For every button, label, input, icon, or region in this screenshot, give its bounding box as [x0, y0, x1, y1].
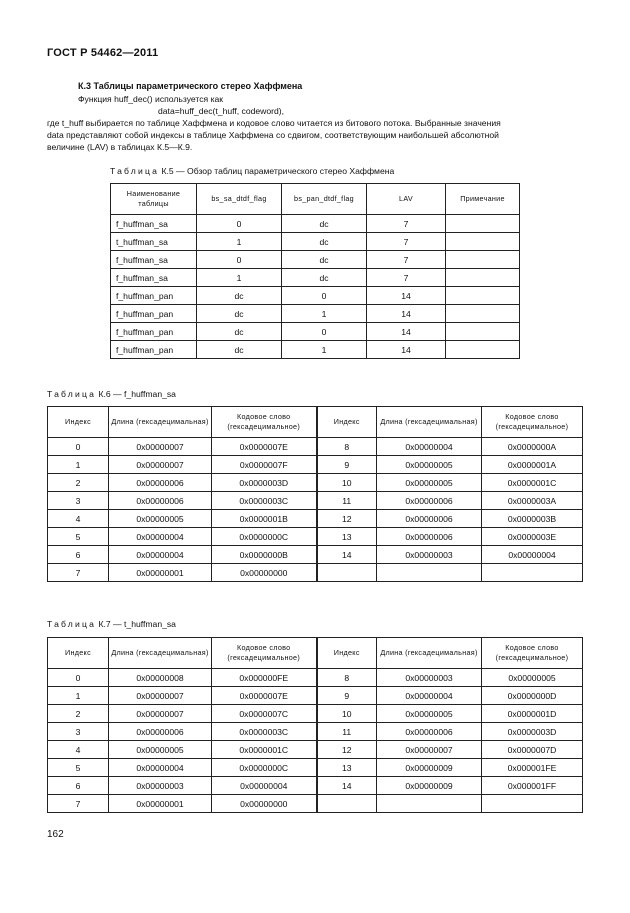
table-cell: 12: [317, 510, 377, 528]
table-cell: 0x00000006: [377, 510, 482, 528]
table-cell: 1: [48, 456, 109, 474]
table-cell: 14: [367, 305, 446, 323]
table-cell: 0x000001FF: [482, 777, 583, 795]
table-cell: dc: [197, 323, 282, 341]
table-cell: dc: [282, 251, 367, 269]
table-row: [111, 287, 520, 305]
table7-caption-word: Таблица: [47, 619, 97, 629]
table-cell: 0x0000000A: [482, 438, 583, 456]
table-cell: 0: [197, 215, 282, 233]
table-cell: 0: [48, 438, 109, 456]
table-cell: 0x0000003C: [212, 723, 317, 741]
header-cell: Индекс: [48, 407, 109, 438]
table-header-row: [111, 184, 520, 215]
table-row: [48, 741, 583, 759]
header-cell: Длина (гексадецимальная): [377, 638, 482, 669]
table-row: [48, 723, 583, 741]
table-cell: 0x0000001A: [482, 456, 583, 474]
table-cell: 0x00000005: [109, 510, 212, 528]
table-cell: 9: [317, 456, 377, 474]
table-cell: 0: [282, 323, 367, 341]
table6-caption: [47, 389, 176, 399]
table7-caption: [47, 619, 176, 629]
table-cell: 14: [367, 287, 446, 305]
table-cell: 0x0000000C: [212, 528, 317, 546]
function-intro: Функция huff_dec() используется как: [78, 94, 224, 104]
para-line-3: величине (LAV) в таблицах К.5—К.9.: [47, 142, 193, 152]
table-row: [48, 564, 583, 582]
table-cell: 0x00000004: [377, 438, 482, 456]
table-cell: 9: [317, 687, 377, 705]
header-cell: Длина (гексадецимальная): [109, 407, 212, 438]
function-formula: data=huff_dec(t_huff, codeword),: [158, 106, 285, 116]
table-row: [48, 795, 583, 813]
table-cell: 0x0000003A: [482, 492, 583, 510]
table-cell: 0x0000007D: [482, 741, 583, 759]
table-row: [111, 323, 520, 341]
header-cell: Кодовое слово (гексадецимальное): [212, 638, 317, 669]
header-cell: Индекс: [48, 638, 109, 669]
table-cell: 0x0000000C: [212, 759, 317, 777]
section-title: К.3 Таблицы параметрического стерео Хаффмена: [78, 81, 303, 91]
header-cell: Наименование таблицы: [111, 184, 197, 215]
table-cell: 0x00000004: [109, 546, 212, 564]
table-cell: [482, 795, 583, 813]
table-cell: 0x0000007F: [212, 456, 317, 474]
table-cell: f_huffman_pan: [111, 287, 197, 305]
table-cell: [377, 795, 482, 813]
table-cell: 0: [48, 669, 109, 687]
table-cell: 7: [367, 251, 446, 269]
table-cell: 0x00000004: [109, 759, 212, 777]
table-cell: 0x00000001: [109, 795, 212, 813]
table-cell: 0x000001FE: [482, 759, 583, 777]
table-cell: 11: [317, 723, 377, 741]
table-cell: 0x0000003E: [482, 528, 583, 546]
table-cell: 0x00000000: [212, 795, 317, 813]
table-cell: 14: [367, 323, 446, 341]
table-cell: f_huffman_sa: [111, 215, 197, 233]
table-cell: 14: [317, 546, 377, 564]
table-k6: [47, 406, 583, 582]
table7-caption-text: К.7 — t_huffman_sa: [98, 619, 176, 629]
table-row: [48, 510, 583, 528]
table-cell: [446, 251, 520, 269]
table-cell: 2: [48, 705, 109, 723]
table-cell: [482, 564, 583, 582]
table-header-row: [48, 638, 583, 669]
table-cell: 0x00000004: [109, 528, 212, 546]
header-cell: Длина (гексадецимальная): [377, 407, 482, 438]
table-cell: 10: [317, 474, 377, 492]
table-cell: 0x00000006: [377, 492, 482, 510]
table-cell: 0x0000001D: [482, 705, 583, 723]
table-cell: 13: [317, 528, 377, 546]
table-cell: 0x00000005: [109, 741, 212, 759]
table5-caption: [110, 166, 394, 176]
table-cell: 0x00000004: [482, 546, 583, 564]
table-cell: 4: [48, 741, 109, 759]
table-cell: f_huffman_pan: [111, 323, 197, 341]
table-cell: 0x0000003D: [482, 723, 583, 741]
table-row: [48, 759, 583, 777]
table-cell: 3: [48, 492, 109, 510]
document-header: ГОСТ Р 54462—2011: [47, 47, 159, 59]
table-cell: 1: [48, 687, 109, 705]
table-cell: 0x000000FE: [212, 669, 317, 687]
table-row: [111, 269, 520, 287]
table5-caption-word: Таблица: [110, 166, 160, 176]
table-cell: [446, 287, 520, 305]
table-row: [111, 233, 520, 251]
table-row: [48, 546, 583, 564]
header-cell: bs_sa_dtdf_flag: [197, 184, 282, 215]
table-cell: 0x00000006: [377, 528, 482, 546]
header-cell: Кодовое слово (гексадецимальное): [212, 407, 317, 438]
table-row: [48, 528, 583, 546]
table-cell: 0x0000007E: [212, 438, 317, 456]
table-cell: 0: [282, 287, 367, 305]
table-cell: 6: [48, 777, 109, 795]
table-cell: 0x0000001B: [212, 510, 317, 528]
table-cell: 1: [282, 341, 367, 359]
table-cell: [317, 564, 377, 582]
table-cell: f_huffman_pan: [111, 341, 197, 359]
table-cell: 1: [197, 233, 282, 251]
table-cell: 0x00000003: [377, 546, 482, 564]
table-cell: 0x00000005: [377, 456, 482, 474]
table-cell: 0x00000005: [377, 474, 482, 492]
header-cell: Кодовое слово (гексадецимальное): [482, 407, 583, 438]
table-cell: [446, 341, 520, 359]
table-row: [48, 705, 583, 723]
table-cell: 2: [48, 474, 109, 492]
table-cell: 0x00000007: [377, 741, 482, 759]
table-cell: 0x0000003B: [482, 510, 583, 528]
table-cell: 0x00000006: [109, 474, 212, 492]
para-line-2: data представляют собой индексы в таблице Хаффмена со сдвигом, соответствующим наибольшей абсолютной: [47, 130, 499, 140]
table-row: [48, 777, 583, 795]
header-cell: bs_pan_dtdf_flag: [282, 184, 367, 215]
table-cell: 3: [48, 723, 109, 741]
header-cell: Индекс: [317, 638, 377, 669]
table-cell: 8: [317, 669, 377, 687]
table-cell: 14: [367, 341, 446, 359]
table-cell: 7: [48, 564, 109, 582]
table-cell: [446, 305, 520, 323]
table-cell: 14: [317, 777, 377, 795]
table-cell: 7: [367, 215, 446, 233]
table-row: [111, 215, 520, 233]
table6-caption-text: К.6 — f_huffman_sa: [98, 389, 176, 399]
table-cell: 0x00000004: [377, 687, 482, 705]
table-header-row: [48, 407, 583, 438]
table-row: [48, 669, 583, 687]
table5-caption-text: К.5 — Обзор таблиц параметрического стерео Хаффмена: [161, 166, 395, 176]
header-cell: Примечание: [446, 184, 520, 215]
table-cell: 1: [282, 305, 367, 323]
table-cell: 0x00000005: [377, 705, 482, 723]
para-line-1: где t_huff выбирается по таблице Хаффмена и кодовое слово читается из битового потока. Выбранные значения: [47, 118, 501, 128]
table-cell: 11: [317, 492, 377, 510]
table-cell: 0x00000009: [377, 777, 482, 795]
table-k7: [47, 637, 583, 813]
table-cell: [377, 564, 482, 582]
table-cell: 10: [317, 705, 377, 723]
header-cell: Индекс: [317, 407, 377, 438]
table-cell: 0x00000007: [109, 705, 212, 723]
table-cell: 0x0000000D: [482, 687, 583, 705]
table-cell: f_huffman_pan: [111, 305, 197, 323]
table-row: [111, 341, 520, 359]
table-cell: dc: [282, 269, 367, 287]
table-cell: dc: [197, 305, 282, 323]
table-row: [48, 456, 583, 474]
header-cell: Кодовое слово (гексадецимальное): [482, 638, 583, 669]
table-cell: dc: [282, 215, 367, 233]
table-cell: 7: [367, 269, 446, 287]
table-cell: 1: [197, 269, 282, 287]
table-cell: 0x0000001C: [482, 474, 583, 492]
table-cell: f_huffman_sa: [111, 251, 197, 269]
table-cell: dc: [197, 341, 282, 359]
table-cell: 0x0000007E: [212, 687, 317, 705]
table-cell: 0x0000003D: [212, 474, 317, 492]
table-cell: 4: [48, 510, 109, 528]
table-row: [48, 474, 583, 492]
table-cell: dc: [282, 233, 367, 251]
header-cell: Длина (гексадецимальная): [109, 638, 212, 669]
table-row: [48, 438, 583, 456]
table-cell: 7: [48, 795, 109, 813]
table-cell: 0x0000003C: [212, 492, 317, 510]
table-cell: 0x00000004: [212, 777, 317, 795]
table-row: [111, 305, 520, 323]
table-cell: 0x00000001: [109, 564, 212, 582]
table-cell: 13: [317, 759, 377, 777]
table-cell: 8: [317, 438, 377, 456]
table-cell: 0x00000008: [109, 669, 212, 687]
table-row: [111, 251, 520, 269]
table-cell: 0x00000000: [212, 564, 317, 582]
table-cell: 0x00000006: [109, 723, 212, 741]
table-cell: 0x00000006: [377, 723, 482, 741]
page-number: 162: [47, 829, 64, 840]
table-cell: 0x00000009: [377, 759, 482, 777]
table-cell: t_huffman_sa: [111, 233, 197, 251]
table-cell: 0x00000007: [109, 687, 212, 705]
table-cell: f_huffman_sa: [111, 269, 197, 287]
table-cell: 0x00000003: [109, 777, 212, 795]
table-cell: [446, 323, 520, 341]
table-cell: 0x00000005: [482, 669, 583, 687]
table-cell: 0x00000007: [109, 438, 212, 456]
header-cell: LAV: [367, 184, 446, 215]
table-cell: [446, 215, 520, 233]
table-cell: 6: [48, 546, 109, 564]
table-cell: 0x00000006: [109, 492, 212, 510]
table-k5: [110, 183, 520, 359]
table-cell: [317, 795, 377, 813]
table-cell: [446, 233, 520, 251]
table-cell: 0x0000007C: [212, 705, 317, 723]
table-cell: 0x0000000B: [212, 546, 317, 564]
table-cell: 0x00000007: [109, 456, 212, 474]
table-cell: 0x00000003: [377, 669, 482, 687]
table-cell: 0: [197, 251, 282, 269]
table-cell: dc: [197, 287, 282, 305]
table-row: [48, 492, 583, 510]
table-cell: 12: [317, 741, 377, 759]
table-cell: 5: [48, 528, 109, 546]
table-row: [48, 687, 583, 705]
table-cell: [446, 269, 520, 287]
table6-caption-word: Таблица: [47, 389, 97, 399]
table-cell: 7: [367, 233, 446, 251]
table-cell: 0x0000001C: [212, 741, 317, 759]
table-cell: 5: [48, 759, 109, 777]
